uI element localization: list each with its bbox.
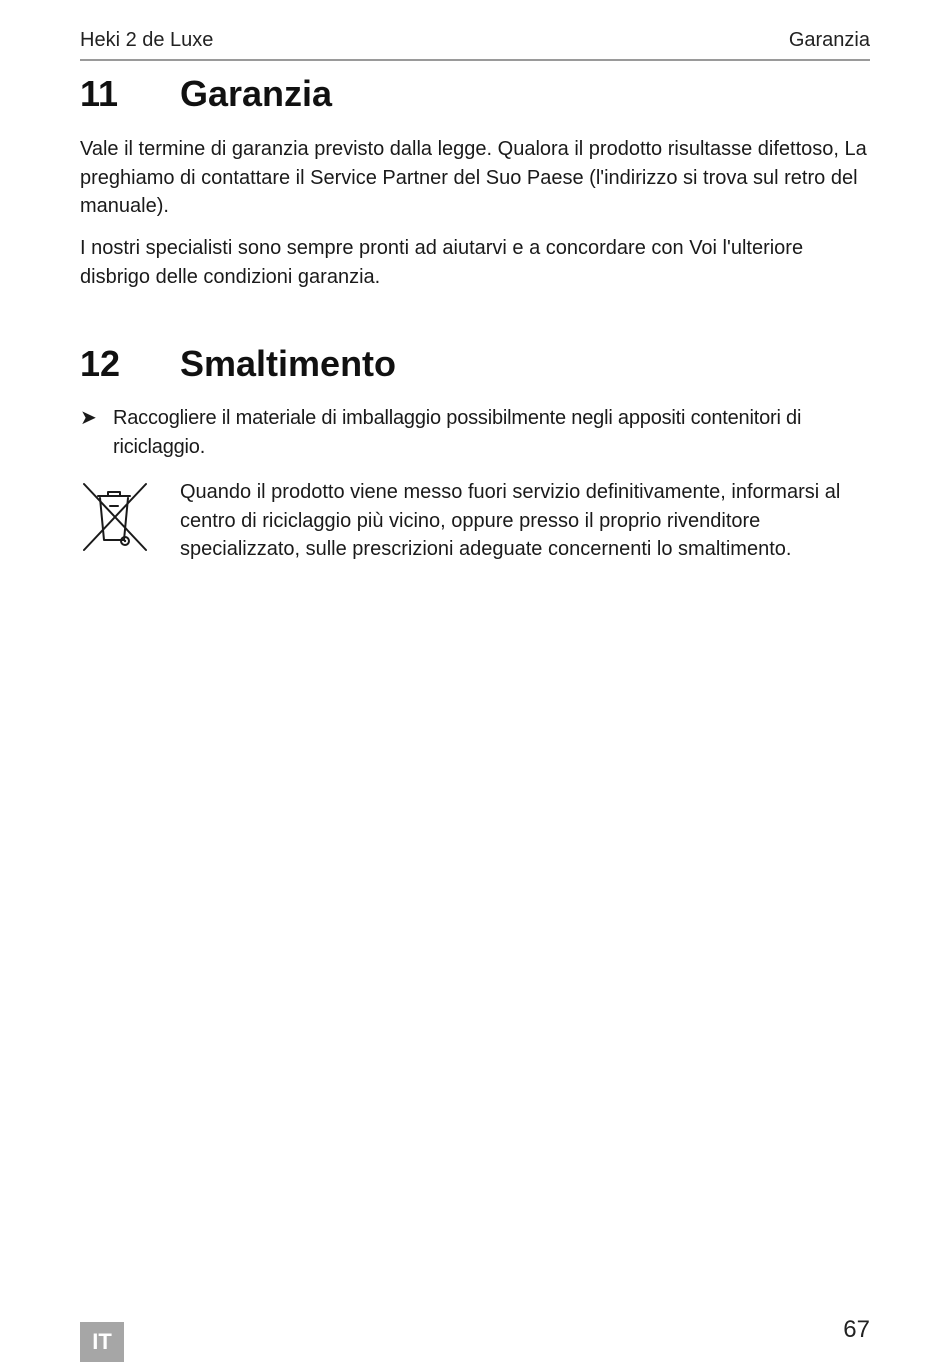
warranty-paragraph-1: Vale il termine di garanzia previsto dalla legge. Qualora il prodotto risultasse difettoso, La preghiamo di contattare il Service Partner del Suo Paese (l'indirizzo si trova sul retro del manuale). (80, 138, 867, 217)
packaging-instruction: Raccogliere il materiale di imballaggio possibilmente negli appositi contenitori di riciclaggio. (113, 407, 802, 458)
section-12-title: Smaltimento (180, 343, 397, 384)
section-11-title: Garanzia (180, 73, 333, 114)
page-number: 67 (843, 1316, 870, 1343)
header-divider (80, 59, 870, 61)
header-section-name: Garanzia (788, 29, 870, 51)
crossed-out-wheelie-bin-icon (80, 482, 150, 554)
disposal-instruction: Quando il prodotto viene messo fuori servizio definitivamente, informarsi al centro di riciclaggio più vicino, oppure presso il proprio rivenditore specializzato, sulle prescrizioni adeguate concernenti lo smaltimento. (180, 481, 841, 560)
section-12-number: 12 (80, 343, 121, 384)
header-product-name: Heki 2 de Luxe (80, 29, 214, 51)
arrow-bullet-icon: ➤ (80, 407, 97, 429)
warranty-paragraph-2: I nostri specialisti sono sempre pronti ad aiutarvi e a concordare con Voi l'ulteriore disbrigo delle condizioni garanzia. (80, 237, 804, 288)
section-11-number: 11 (80, 73, 119, 114)
language-badge: IT (80, 1322, 124, 1362)
